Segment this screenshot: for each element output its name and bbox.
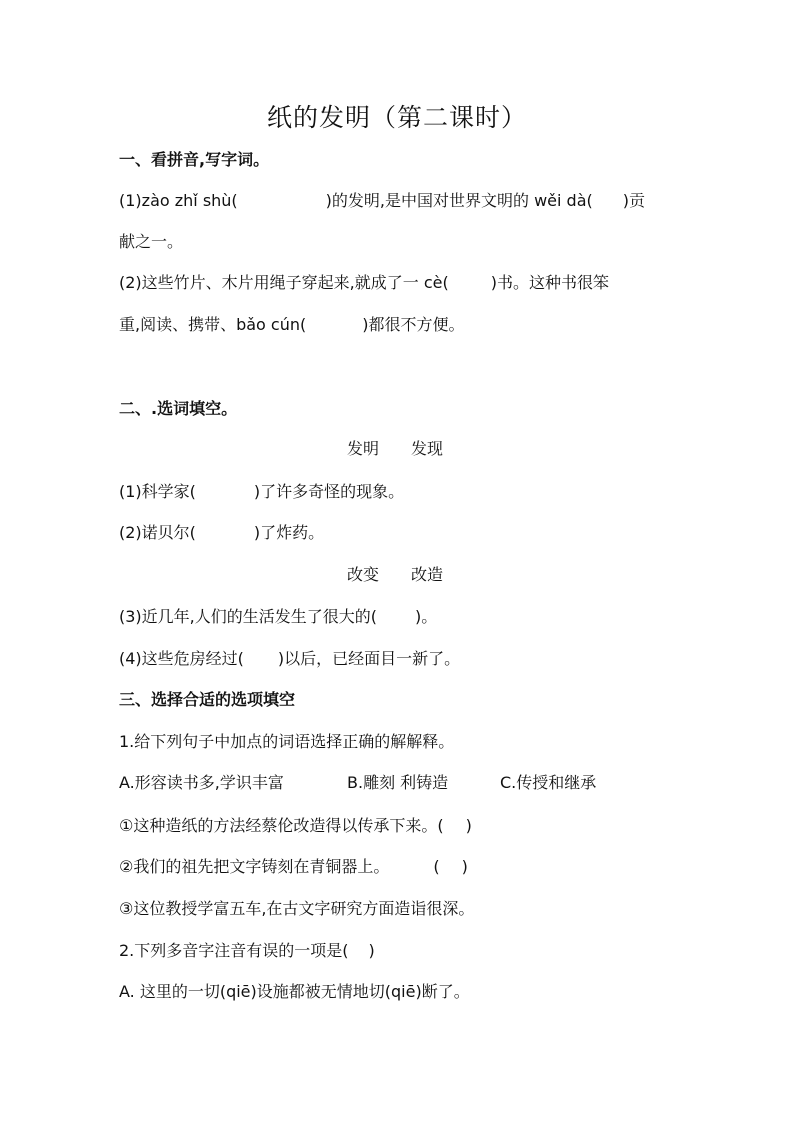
option-b: B.雕刻 利铸造 (347, 773, 449, 792)
section2-q3-suffix: )。 (415, 607, 438, 626)
option-c: C.传授和继承 (500, 773, 597, 792)
section1-q2-cont-prefix: 重,阅读、携带、bǎo cún( (119, 315, 307, 334)
section1-q2-prefix: (2)这些竹片、木片用绳子穿起来,就成了一 cè( (119, 273, 449, 292)
section1-heading: 一、看拼音,写字词。 (119, 150, 270, 169)
section3-q2-stem (119, 939, 375, 963)
section1-q1-suffix: )贡 (622, 191, 646, 210)
q2-stem-prefix: 2.下列多音字注音有误的一项是( (119, 941, 349, 960)
section3-item-2 (119, 855, 468, 879)
item-2-close: ) (461, 857, 468, 876)
option-a: A.形容读书多,学识丰富 (119, 773, 284, 792)
section2-q3-prefix: (3)近几年,人们的生活发生了很大的( (119, 607, 377, 626)
section2-q4 (119, 647, 460, 671)
section2-q2 (119, 521, 324, 545)
word-bank-1-item-2: 发现 (411, 439, 444, 458)
section3-q2-option-a: A. 这里的一切(qiē)设施都被无情地切(qiē)断了。 (119, 982, 470, 1001)
section3-item-3: ③这位教授学富五车,在古文字研究方面造诣很深。 (119, 899, 475, 918)
section1-q2-line2 (119, 313, 465, 337)
section2-q4-prefix: (4)这些危房经过( (119, 649, 244, 668)
item-2-open: ( (433, 857, 440, 876)
section2-q4-suffix: )以后，已经面目一新了。 (277, 649, 461, 668)
item-1-text: ①这种造纸的方法经蔡伦改造得以传承下来。( (119, 816, 444, 835)
word-bank-2-item-2: 改造 (411, 565, 444, 584)
section3-item-1 (119, 814, 472, 838)
section1-q2-suffix: )书。这种书很笨 (490, 273, 609, 292)
section1-q1-line1 (119, 189, 645, 213)
section3-heading: 三、选择合适的选项填空 (119, 690, 296, 709)
section1-q1-line2: 献之一。 (119, 232, 184, 251)
section2-q3 (119, 605, 437, 629)
item-2-text: ②我们的祖先把文字铸刻在青铜器上。 (119, 857, 390, 876)
section2-q1-suffix: )了许多奇怪的现象。 (253, 482, 405, 501)
section1-q2-line1 (119, 271, 609, 295)
section2-q2-suffix: )了炸药。 (253, 523, 325, 542)
section1-q1-prefix: (1)zào zhǐ shù( (119, 191, 238, 210)
section1-q2-cont-suffix: )都很不方便。 (362, 315, 465, 334)
section3-q1-stem: 1.给下列句子中加点的词语选择正确的解解释。 (119, 732, 455, 751)
section1-q1-middle: )的发明,是中国对世界文明的 wěi dà( (325, 191, 593, 210)
section2-q2-prefix: (2)诺贝尔( (119, 523, 196, 542)
page-title: 纸的发明（第二课时） (266, 103, 527, 132)
section2-heading: 二、.选词填空。 (119, 399, 238, 418)
word-bank-1-item-1: 发明 (347, 439, 380, 458)
section2-q1 (119, 480, 404, 504)
q2-stem-suffix: ) (368, 941, 375, 960)
section2-q1-prefix: (1)科学家( (119, 482, 196, 501)
item-1-close: ) (465, 816, 472, 835)
word-bank-2-item-1: 改变 (347, 565, 380, 584)
